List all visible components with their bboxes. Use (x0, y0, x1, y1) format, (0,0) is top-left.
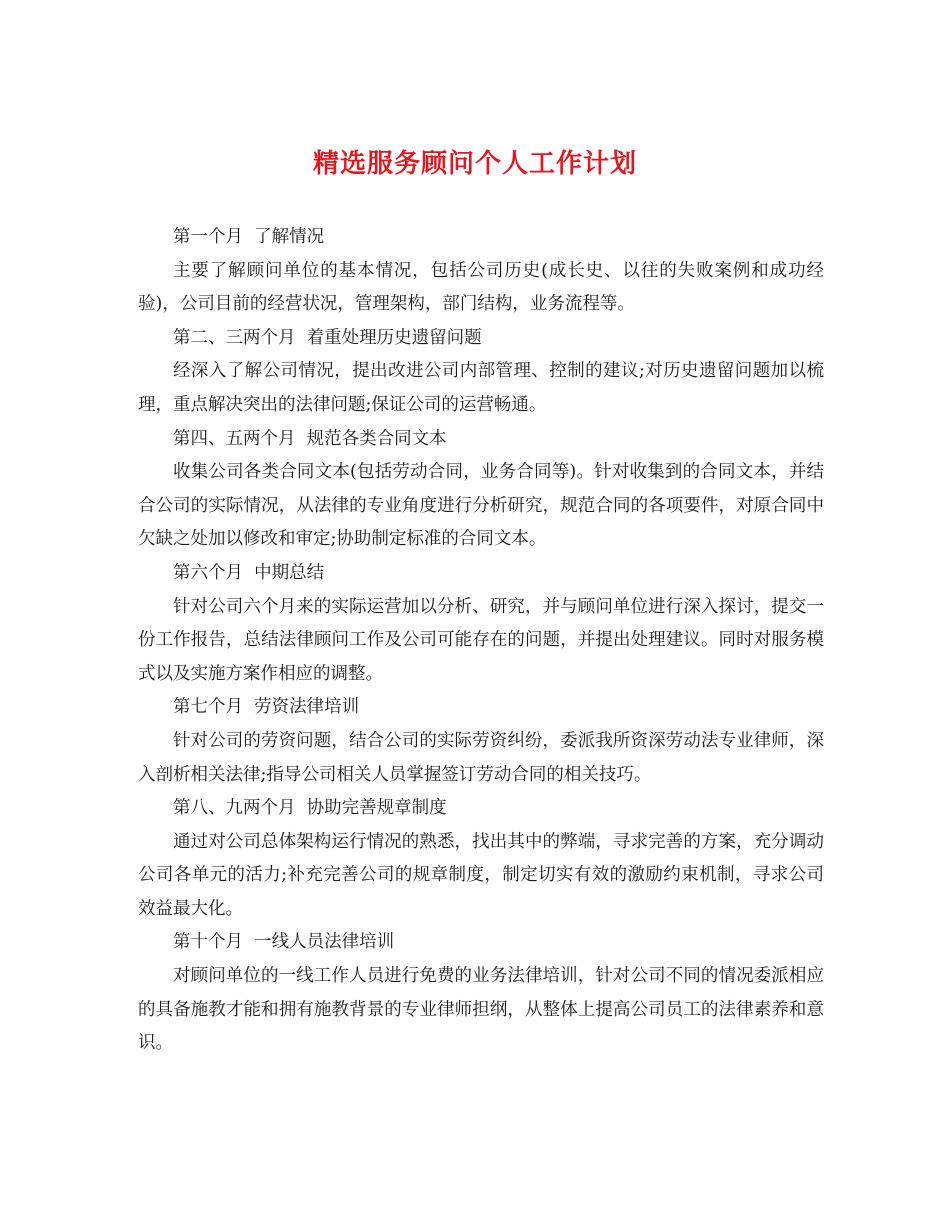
section-paragraph: 经深入了解公司情况，提出改进公司内部管理、控制的建议;对历史遗留问题加以梳理，重点解决突出的法律问题;保证公司的运营畅通。 (138, 361, 824, 415)
section-heading: 第七个月 劳资法律培训 (173, 697, 360, 718)
section-paragraph: 针对公司的劳资问题，结合公司的实际劳资纠纷，委派我所资深劳动法专业律师，深入剖析相关法律;指导公司相关人员掌握签订劳动合同的相关技巧。 (138, 730, 824, 785)
section-heading: 第八、九两个月 协助完善规章制度 (173, 798, 447, 819)
section-paragraph: 通过对公司总体架构运行情况的熟悉，找出其中的弊端，寻求完善的方案，充分调动公司各单元的活力;补充完善公司的规章制度，制定切实有效的激励约束机制，寻求公司效益最大化。 (138, 831, 824, 919)
section-paragraph: 收集公司各类合同文本(包括劳动合同，业务合同等)。针对收集到的合同文本，并结合公司的实际情况，从法律的专业角度进行分析研究，规范合同的各项要件，对原合同中欠缺之处加以修改和审定;协助制定标准的合同文本。 (138, 462, 824, 550)
section-heading: 第十个月 一线人员法律培训 (173, 932, 395, 953)
section-heading: 第六个月 中期总结 (173, 562, 325, 583)
section-heading: 第四、五两个月 规范各类合同文本 (173, 428, 447, 449)
section-heading: 第二、三两个月 着重处理历史遗留问题 (173, 327, 482, 348)
section-paragraph: 对顾问单位的一线工作人员进行免费的业务法律培训，针对公司不同的情况委派相应的具备施教才能和拥有施教背景的专业律师担纲，从整体上提高公司员工的法律素养和意识。 (138, 966, 824, 1054)
document-body (138, 221, 824, 1061)
document-title: 精选服务顾问个人工作计划 (312, 149, 637, 179)
section-paragraph: 针对公司六个月来的实际运营加以分析、研究，并与顾问单位进行深入探讨，提交一份工作报告，总结法律顾问工作及公司可能存在的问题，并提出处理建议。同时对服务模式以及实施方案作相应的调整。 (138, 596, 824, 684)
section-paragraph: 主要了解顾问单位的基本情况，包括公司历史(成长史、以往的失败案例和成功经验)，公司目前的经营状况，管理架构，部门结构，业务流程等。 (138, 260, 824, 315)
section-heading: 第一个月 了解情况 (173, 227, 325, 247)
